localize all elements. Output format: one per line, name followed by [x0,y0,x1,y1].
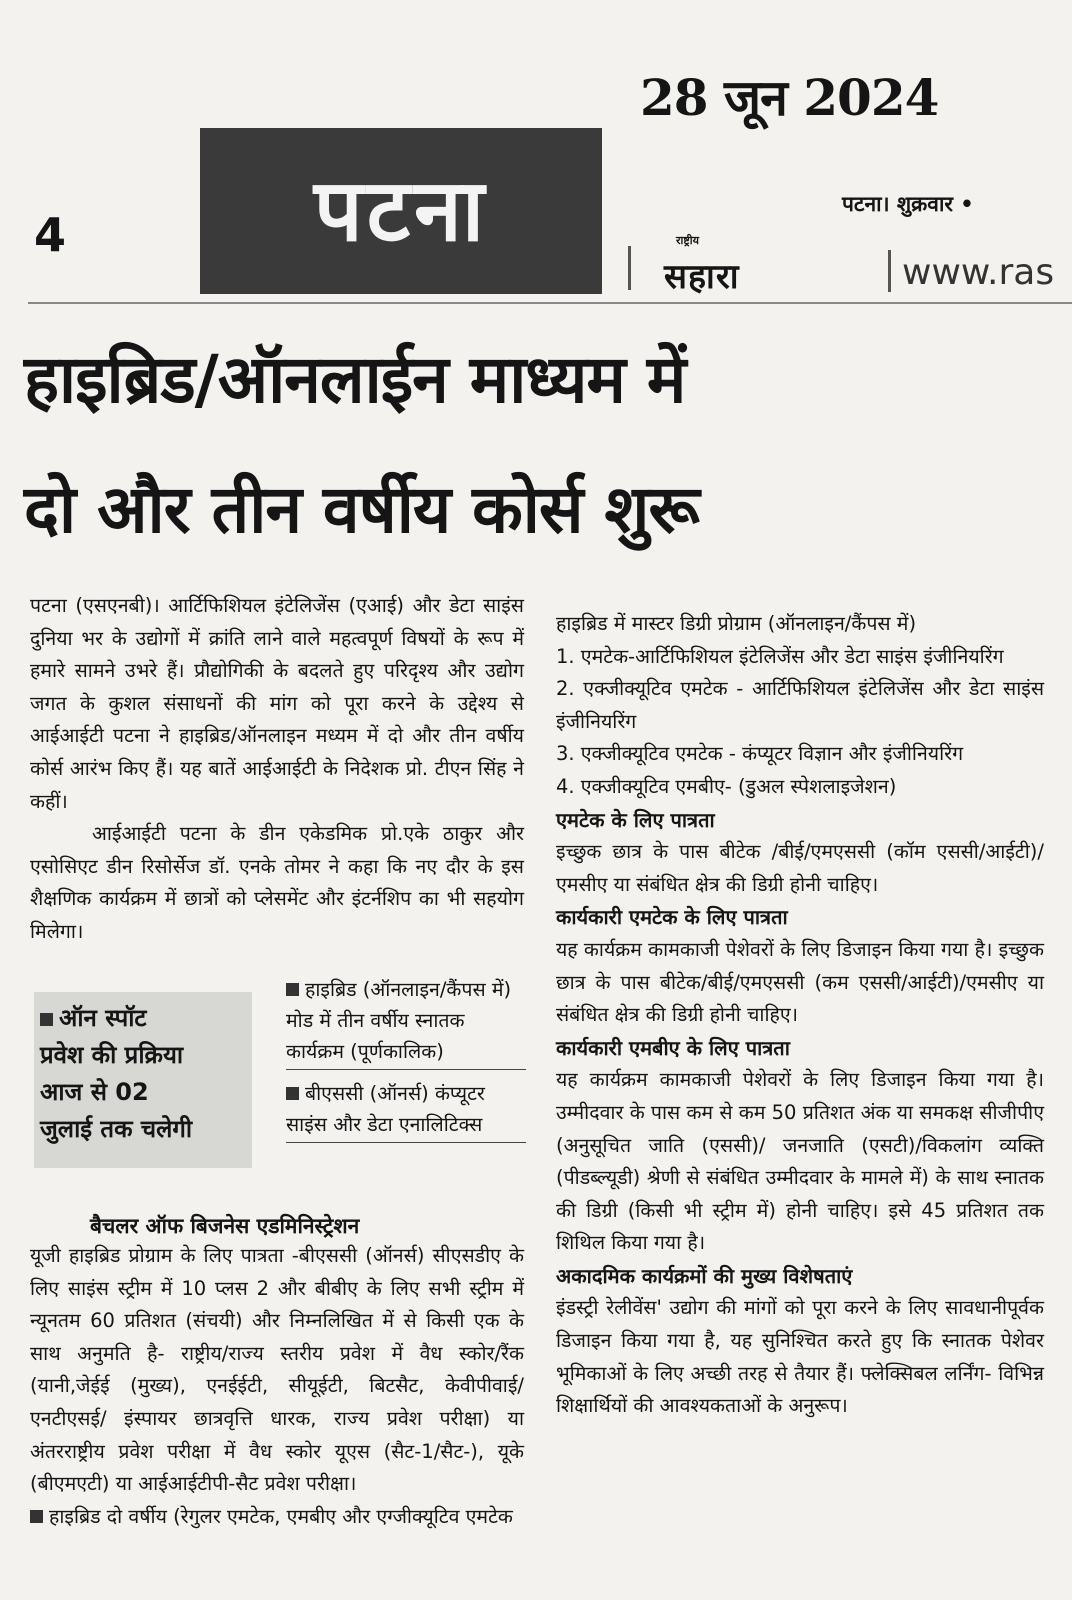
article-paragraph: आईआईटी पटना के डीन एकेडमिक प्रो.एके ठाकुर और एसोसिएट डीन रिसोर्सेज डॉ. एनके तोमर ने कहा कि नए दौर के इस शैक्षणिक कार्यक्रम में छात्रों को प्लेसमेंट और इंटर्नशिप का भी सहयोग मिलेगा। [30,822,524,943]
bba-body [30,1240,524,1533]
subheading: कार्यकारी एमटेक के लिए पात्रता [556,905,788,930]
bullet-square-icon [286,983,299,996]
publication-date: 28 जून 2024 [640,68,939,127]
dateline: पटना। शुक्रवार • [842,192,974,216]
highlight-line: प्रवेश की प्रक्रिया [40,1041,184,1069]
highlight-line: आज से 02 [40,1078,149,1106]
subheading: एमटेक के लिए पात्रता [556,807,715,832]
programs-intro: हाइब्रिड में मास्टर डिग्री प्रोग्राम (ऑनलाइन/कैंपस में) [556,612,917,635]
highlight-line: ऑन स्पॉट [59,1004,147,1032]
article-paragraph: यह कार्यक्रम कामकाजी पेशेवरों के लिए डिजाइन किया गया है। इच्छुक छात्र के पास बीटेक/बीई/एमएससी (कम एससी/आईटी)/एमसीए या संबंधित क्षेत्र की डिग्री होनी चाहिए। [556,937,1044,1027]
bullet-square-icon [286,1087,299,1100]
list-item: बीएससी (ऑनर्स) कंप्यूटर साइंस और डेटा एनालिटिक्स [286,1078,526,1143]
article-paragraph: हाइब्रिड दो वर्षीय (रेगुलर एमटेक, एमबीए और एग्जीक्यूटिव एमटेक [30,1501,524,1534]
masthead-divider [888,250,891,292]
article-paragraph: यूजी हाइब्रिड प्रोग्राम के लिए पात्रता -बीएससी (ऑनर्स) सीएसडीए के लिए साइंस स्ट्रीम में 10 प्लस 2 और बीबीए के लिए सभी स्ट्रीम में न्यूनतम 60 प्रतिशत (संचयी) और निम्नलिखित में से किसी एक के साथ अनुमति है- राष्ट्रीय/राज्य स्तरीय प्रवेश में वैध स्कोर/रैंक (यानी,जेईई (मुख्य), एनईईटी, सीयूईटी, बिटसैट, केवीपीवाई/ एनटीएसई/ इंस्पायर छात्रवृत्ति धारक, राज्य प्रवेश परीक्षा) या अंतरराष्ट्रीय प्रवेश परीक्षा में वैध स्कोर यूएस (सैट-1/सैट-), यूके (बीएमएटी) या आईआईटीपी-सैट प्रवेश परीक्षा। [30,1244,524,1496]
page-number: 4 [34,208,67,262]
article-paragraph: पटना (एसएनबी)। आर्टिफिशियल इंटेलिजेंस (एआई) और डेटा साइंस दुनिया भर के उद्योगों में क्रांति लाने वाले महत्वपूर्ण विषयों के रूप में हमारे सामने उभरे हैं। प्रौद्योगिकी के बदलते हुए परिदृश्य और उद्योग जगत के कुशल संसाधनों की मांग को पूरा करने के उद्देश्य से आईआईटी पटना ने हाइब्रिड/ऑनलाइन मध्यम में दो और तीन वर्षीय कोर्स आरंभ किए हैं। यह बातें आईआईटी के निदेशक प्रो. टीएन सिंह ने कहीं। [30,594,524,813]
article-right-column [556,608,1044,1423]
headline-line-2: दो और तीन वर्षीय कोर्स शुरू [24,471,699,548]
list-item: हाइब्रिड (ऑनलाइन/कैंपस में) मोड में तीन वर्षीय स्नातक कार्यक्रम (पूर्णकालिक) [286,974,526,1070]
article-paragraph: यह कार्यक्रम कामकाजी पेशेवरों के लिए डिजाइन किया गया है। उम्मीदवार के पास कम से कम 50 प्रतिशत अंक या समकक्ष सीजीपीए (अनुसूचित जाति (एससी)/ जनजाति (एसटी)/विकलांग व्यक्ति (पीडब्ल्यूडी) श्रेणी से संबंधित उम्मीदवार के मामले में) के साथ स्नातक की डिग्री (किसी भी स्ट्रीम में) होनी चाहिए। इसे 45 प्रतिशत तक शिथिल किया गया है। [556,1068,1044,1255]
course-list [286,974,526,1151]
program-item: 4. एक्जीक्यूटिव एमबीए- (डुअल स्पेशलाइजेशन) [556,774,897,798]
highlight-line: जुलाई तक चलेगी [40,1115,193,1143]
subheading: कार्यकारी एमबीए के लिए पात्रता [556,1035,790,1060]
masthead-divider [628,246,631,290]
highlight-box [34,992,252,1168]
program-item: 2. एक्जीक्यूटिव एमटेक - आर्टिफिशियल इंटेलिजेंस और डेटा साइंस इंजीनियरिंग [556,677,1044,733]
bullet-square-icon [30,1510,43,1523]
program-item: 3. एक्जीक्यूटिव एमटेक - कंप्यूटर विज्ञान और इंजीनियरिंग [556,742,964,766]
subheading: अकादमिक कार्यक्रमों की मुख्य विशेषताएं [556,1263,853,1288]
masthead-logo: सहारा [664,257,740,297]
bba-subheading: बैचलर ऑफ बिजनेस एडमिनिस्ट्रेशन [90,1214,360,1238]
section-title: पटना [200,128,602,294]
article-left-column [30,590,524,949]
program-item: 1. एमटेक-आर्टिफिशियल इंटेलिजेंस और डेटा साइंस इंजीनियरिंग [556,644,1004,668]
masthead-tagline: राष्ट्रीय [676,234,700,247]
bullet-square-icon [40,1013,53,1026]
headline-line-1: हाइब्रिड/ऑनलाईन माध्यम में [24,341,686,418]
article-paragraph: इंडस्ट्री रेलीवेंस' उद्योग की मांगों को पूरा करने के लिए सावधानीपूर्वक डिजाइन किया गया है, यह सुनिश्चित करते हुए कि स्नातक पेशेवर भूमिकाओं के लिए अच्छी तरह से तैयार हैं। फ्लेक्सिबल लर्निंग- विभिन्न शिक्षार्थियों की आवश्यकताओं के अनुरूप। [556,1296,1044,1418]
website-url: www.ras [902,252,1055,293]
header-rule [28,302,1072,304]
article-paragraph: इच्छुक छात्र के पास बीटेक /बीई/एमएससी (कॉम एससी/आईटी)/एमसीए या संबंधित क्षेत्र की डिग्री होनी चाहिए। [556,840,1044,896]
